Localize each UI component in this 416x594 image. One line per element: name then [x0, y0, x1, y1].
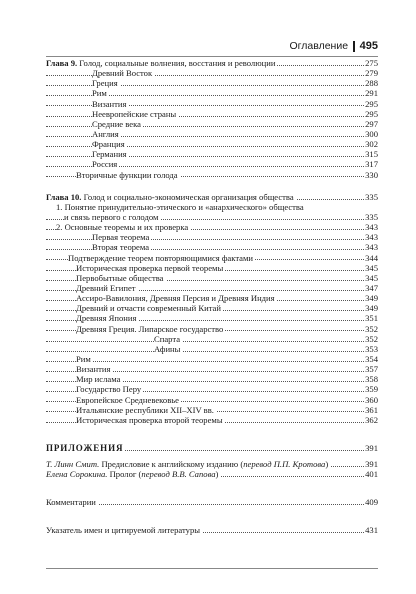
toc-entry	[46, 283, 378, 293]
prolog-close: )	[215, 469, 219, 480]
toc-entry-label: Первая теорема	[92, 232, 150, 243]
toc-entry-label: Вторая теорема	[92, 242, 150, 253]
page-ref: 345	[365, 262, 378, 273]
page-ref: 300	[365, 128, 378, 139]
page-ref: 351	[365, 313, 378, 324]
preface-author: Т. Линн Смит.	[46, 459, 100, 470]
toc-entry-label: Афины	[154, 343, 181, 354]
toc-entry	[46, 395, 378, 405]
toc-entry	[46, 119, 378, 129]
section-1-line-2	[46, 212, 378, 222]
page-ref: 361	[365, 404, 378, 415]
chapter-9-title: Голод, социальные волнения, восстания и революции	[77, 58, 276, 68]
toc-entry-label: Неевропейские страны	[92, 108, 177, 119]
toc-entry-label: Древний Египет	[76, 282, 136, 293]
theorem-entries	[46, 232, 378, 252]
running-head-title: Оглавление	[289, 40, 349, 52]
toc-entry-label: Древняя Япония	[76, 313, 137, 324]
appendix-preface	[46, 459, 378, 469]
page-ref: 275	[365, 58, 378, 68]
chapter-9-heading	[46, 58, 378, 68]
section-2	[46, 222, 378, 232]
page-ref: 357	[365, 364, 378, 375]
toc-entry	[46, 415, 378, 425]
section-1-line-1	[46, 202, 378, 212]
page-ref: 352	[365, 323, 378, 334]
toc-entry	[46, 99, 378, 109]
toc-entry	[46, 344, 378, 354]
preface-close: )	[325, 459, 329, 470]
comments-label: Комментарии	[46, 497, 96, 508]
chapter-10-entries-2	[46, 354, 378, 425]
confirmation-label: Подтверждение теорем повторяющимися фактами	[68, 252, 254, 263]
page-ref: 295	[365, 98, 378, 109]
toc-entry-label: Рим	[76, 353, 91, 364]
page-ref: 349	[365, 303, 378, 314]
page-ref: 343	[365, 242, 378, 253]
toc-entry	[46, 324, 378, 334]
page-ref: 349	[365, 293, 378, 304]
toc-entry-label: Историческая проверка первой теоремы	[76, 262, 224, 273]
page-ref: 401	[365, 469, 378, 480]
appendix-heading	[46, 443, 378, 453]
running-head-divider	[353, 41, 355, 52]
toc-entry	[46, 364, 378, 374]
toc-entry	[46, 384, 378, 394]
page-ref: 279	[365, 68, 378, 79]
toc-entry-label: Россия	[92, 159, 118, 170]
toc-entry-label: Древняя Греция. Липарское государство	[76, 323, 224, 334]
toc-entry	[46, 263, 378, 273]
toc-entry	[46, 334, 378, 344]
page-ref: 344	[365, 252, 378, 263]
page-ref: 295	[365, 108, 378, 119]
page-ref: 288	[365, 78, 378, 89]
page-ref: 317	[365, 159, 378, 170]
toc-entry	[46, 293, 378, 303]
toc-entry	[46, 139, 378, 149]
page-ref: 362	[365, 414, 378, 425]
index-label: Указатель имен и цитируемой литературы	[46, 525, 201, 536]
toc-entry	[46, 88, 378, 98]
toc-entry-label: Греция	[92, 78, 118, 89]
toc-entry-label: Итальянские республики XII–XIV вв.	[76, 404, 214, 415]
toc-entry-label: Ассиро-Вавилония, Древняя Персия и Древняя Индия	[76, 293, 275, 304]
chapter-10-title: Голод и социально-экономическая организация общества	[81, 191, 294, 202]
toc-entry-secondary	[46, 170, 378, 180]
toc-entry-label: Государство Перу	[76, 384, 142, 395]
toc-entry-label: Вторичные функции голода	[76, 169, 178, 180]
toc-entry	[46, 129, 378, 139]
leader-dots	[46, 351, 364, 352]
page-ref: 409	[365, 497, 378, 508]
toc-entry-label: Рим	[92, 88, 107, 99]
toc-entry	[46, 405, 378, 415]
top-rule	[46, 56, 378, 57]
prolog-author: Елена Сорокина.	[46, 469, 108, 480]
page-ref: 297	[365, 118, 378, 129]
toc-entry-label: Византия	[76, 364, 111, 375]
toc-entry	[46, 109, 378, 119]
page-ref: 360	[365, 394, 378, 405]
chapter-10-entries	[46, 263, 378, 334]
chapter-10-heading	[46, 192, 378, 202]
toc-entry-label: Средние века	[92, 118, 141, 129]
toc-entry	[46, 313, 378, 323]
page-ref: 391	[365, 459, 378, 470]
toc-entry-label: Англия	[92, 128, 119, 139]
page-ref: 353	[365, 343, 378, 354]
toc-entry-label: Мир ислама	[76, 374, 121, 385]
page-ref: 343	[365, 232, 378, 243]
chapter-9-entries	[46, 68, 378, 169]
bottom-rule	[46, 568, 378, 569]
toc-entry	[46, 374, 378, 384]
toc-entry	[46, 303, 378, 313]
page-ref: 291	[365, 88, 378, 99]
toc-entry	[46, 149, 378, 159]
preface-text: Предисловие к английскому изданию (	[99, 459, 244, 470]
page-ref: 335	[365, 191, 378, 202]
confirmation-heading	[46, 253, 378, 263]
page-ref: 358	[365, 374, 378, 385]
toc-entry	[46, 232, 378, 242]
table-of-contents	[46, 58, 378, 536]
prolog-translator: перевод В.В. Сапова	[141, 469, 216, 480]
page-ref: 302	[365, 139, 378, 150]
page-ref: 359	[365, 384, 378, 395]
page-ref: 345	[365, 272, 378, 283]
leader-dots	[46, 361, 364, 362]
toc-entry	[46, 78, 378, 88]
toc-entry	[46, 273, 378, 283]
toc-entry	[46, 159, 378, 169]
toc-entry-label: Византия	[92, 98, 127, 109]
toc-entry-label: Спарта	[154, 333, 181, 344]
toc-entry	[46, 242, 378, 252]
page-ref: 431	[365, 525, 378, 536]
toc-entry-label: Древний Восток	[92, 68, 153, 79]
page-ref: 354	[365, 353, 378, 364]
toc-entry-label: Франция	[92, 139, 125, 150]
toc-entry	[46, 68, 378, 78]
toc-entry	[46, 354, 378, 364]
comments-entry	[46, 497, 378, 507]
preface-translator: перевод П.П. Кротова	[243, 459, 326, 470]
page-ref: 352	[365, 333, 378, 344]
chapter-9-number: Глава 9.	[46, 58, 78, 68]
greek-entries	[46, 334, 378, 354]
page-ref: 343	[365, 222, 378, 233]
appendix-title: ПРИЛОЖЕНИЯ	[46, 442, 124, 453]
toc-entry-label: Германия	[92, 149, 127, 160]
running-head	[290, 40, 379, 52]
toc-entry-label: Европейское Средневековье	[76, 394, 179, 405]
page-number: 495	[359, 40, 378, 52]
page-ref: 335	[365, 211, 378, 222]
page-ref: 391	[365, 442, 378, 453]
appendix-prolog	[46, 469, 378, 479]
prolog-text: Пролог (	[107, 469, 142, 480]
toc-entry-label: Древний и отчасти современный Китай	[76, 303, 221, 314]
chapter-10-number: Глава 10.	[46, 191, 82, 202]
section-1-title: 1. Понятие принудительно-этического и «анархического» общества	[56, 201, 304, 212]
page-ref: 315	[365, 149, 378, 160]
page-ref: 330	[365, 169, 378, 180]
page-ref: 347	[365, 282, 378, 293]
section-2-title: 2. Основные теоремы и их проверка	[56, 222, 189, 233]
toc-entry-label: Историческая проверка второй теоремы	[76, 414, 223, 425]
leader-dots	[46, 341, 364, 342]
index-entry	[46, 525, 378, 535]
toc-entry-label: Первобытные общества	[76, 272, 164, 283]
section-1-title-cont: и связь первого с голодом	[64, 211, 159, 222]
